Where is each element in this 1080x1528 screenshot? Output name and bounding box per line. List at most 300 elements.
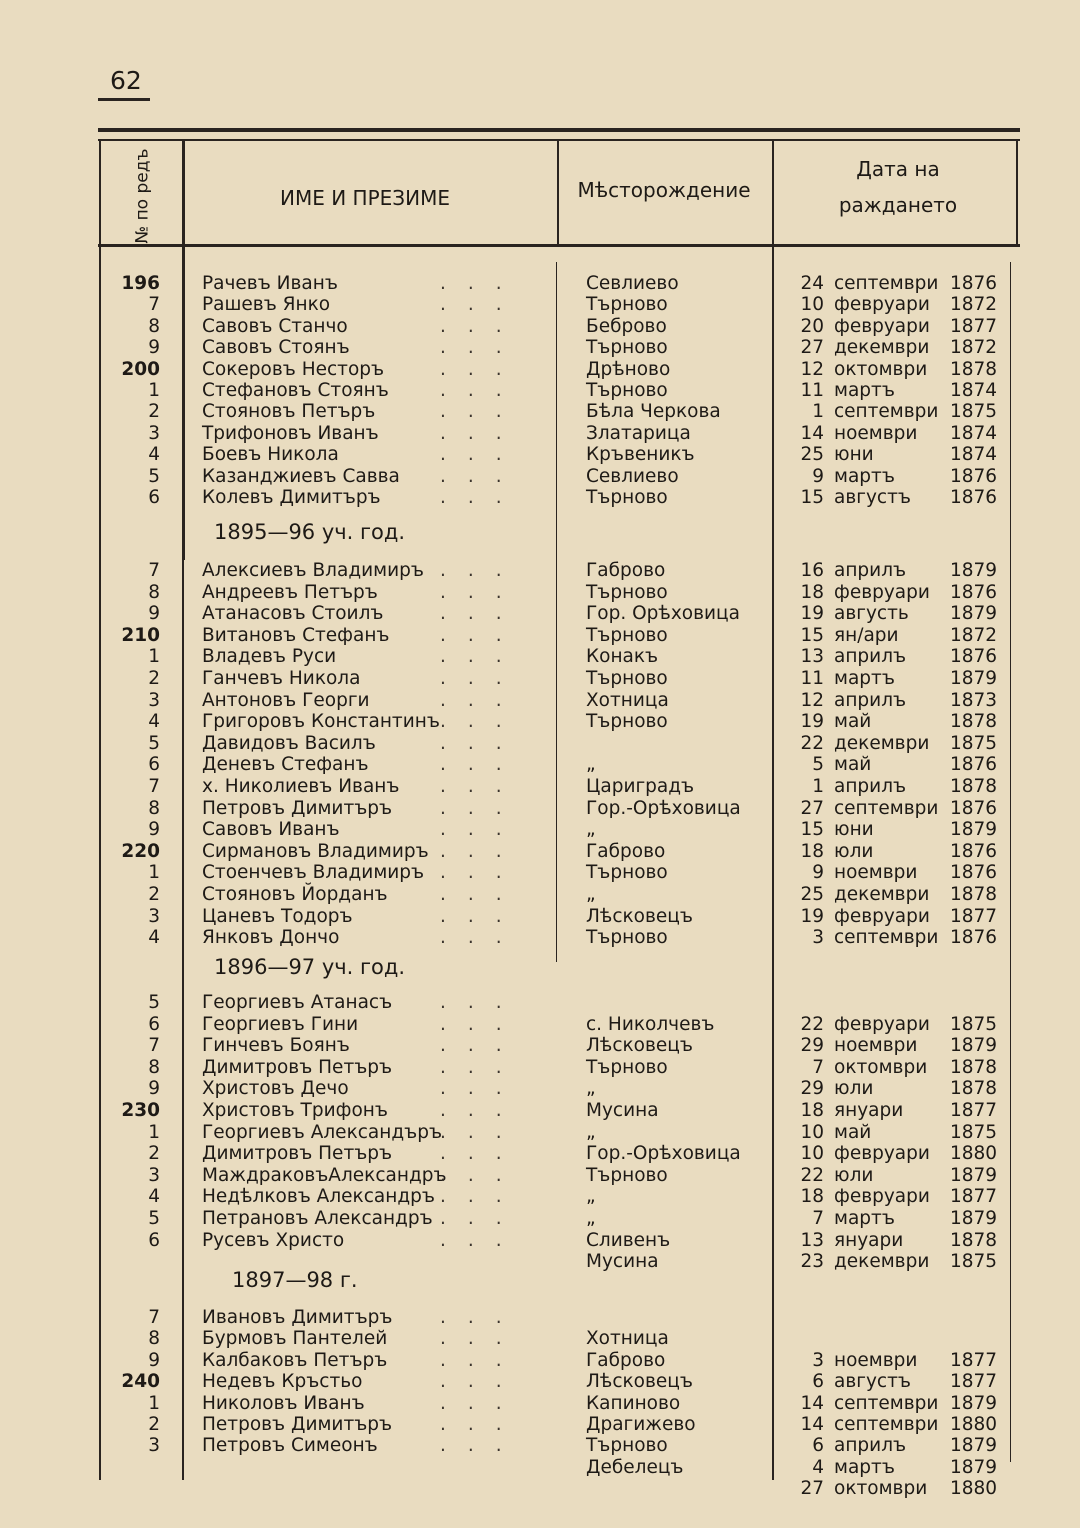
row-birth-year: 1874 — [950, 422, 998, 444]
row-place: Търново — [586, 862, 668, 884]
row-name: Димитровъ Петъръ — [202, 1143, 393, 1165]
row-place: Златарица — [586, 422, 691, 444]
row-place: Търново — [586, 487, 668, 508]
row-place: „ — [586, 884, 596, 905]
row-birth-month: май — [834, 754, 872, 776]
row-birth-day: 15 — [800, 624, 824, 646]
leader-dots: ... — [440, 487, 524, 508]
row-place: Бѣла Черкова — [586, 401, 721, 423]
row-name: Рашевъ Янко — [202, 294, 331, 316]
leader-dots: ... — [440, 1186, 524, 1208]
row-name: Георгиевъ Александъръ — [202, 1121, 443, 1143]
row-number: 6 — [148, 754, 160, 776]
table-row — [0, 884, 1080, 906]
row-place: Търново — [586, 668, 668, 689]
row-birth-year: 1880 — [950, 1478, 998, 1500]
row-number: 3 — [148, 422, 160, 444]
leader-dots: ... — [440, 732, 524, 754]
row-birth-day: 12 — [800, 689, 824, 711]
row-number: 1 — [148, 1392, 160, 1414]
row-birth-day: 19 — [800, 603, 824, 625]
row-name: х. Николиевъ Иванъ — [202, 776, 400, 797]
header-col-date-1: Дата на — [856, 157, 940, 181]
leader-dots: ... — [440, 1392, 524, 1414]
leader-dots: ... — [440, 668, 524, 689]
row-birth-year: 1877 — [950, 1371, 998, 1393]
row-birth-day: 10 — [800, 1121, 824, 1143]
row-birth-month: юли — [834, 1078, 874, 1100]
row-name: Ганчевъ Никола — [202, 668, 361, 689]
row-birth-day: 18 — [800, 1186, 824, 1208]
column-rule-right — [1016, 140, 1018, 246]
row-name: Петрановъ Александръ — [202, 1208, 433, 1229]
row-place: Търново — [586, 1056, 668, 1078]
table-row — [0, 1100, 1080, 1122]
row-birth-year: 1877 — [950, 1186, 998, 1208]
row-birth-month: октомври — [834, 1478, 928, 1500]
row-birth-day: 6 — [812, 1435, 824, 1457]
header-col-name: ИМЕ И ПРЕЗИМЕ — [280, 186, 450, 210]
table-row — [0, 1165, 1080, 1187]
leader-dots: ... — [440, 776, 524, 797]
table-row — [0, 1435, 1080, 1457]
row-name: Стояновъ Петъръ — [202, 401, 376, 423]
leader-dots: ... — [440, 1121, 524, 1143]
row-number: 8 — [148, 1328, 160, 1350]
row-birth-day: 12 — [800, 358, 824, 380]
row-birth-year: 1878 — [950, 1229, 998, 1251]
row-place: Търново — [586, 337, 668, 359]
leader-dots: ... — [440, 862, 524, 884]
row-birth-year: 1872 — [950, 624, 998, 646]
row-name: Христовъ Трифонъ — [202, 1100, 388, 1121]
row-birth-day: 25 — [800, 884, 824, 905]
row-birth-month: февруари — [834, 905, 930, 927]
row-birth-month: февруари — [834, 315, 930, 337]
row-number: 6 — [148, 1013, 160, 1035]
row-name: Андреевъ Петъръ — [202, 581, 378, 603]
row-birth-month: априлъ — [834, 646, 907, 668]
row-birth-month: ноември — [834, 862, 918, 884]
row-birth-year: 1872 — [950, 294, 998, 316]
row-birth-month: априлъ — [834, 560, 907, 581]
row-birth-year: 1876 — [950, 581, 998, 603]
row-number: 9 — [148, 1349, 160, 1371]
row-birth-day: 29 — [800, 1078, 824, 1100]
section-title-1897: 1897—98 г. — [232, 1268, 358, 1292]
row-birth-month: мартъ — [834, 1208, 895, 1229]
table-row — [0, 992, 1080, 1014]
row-birth-year: 1874 — [950, 380, 998, 401]
row-place: Търново — [586, 1435, 668, 1457]
row-birth-day: 4 — [812, 1456, 824, 1478]
row-number: 8 — [148, 581, 160, 603]
leader-dots: ... — [440, 422, 524, 444]
row-number: 3 — [148, 1435, 160, 1457]
row-name: Георгиевъ Гини — [202, 1013, 359, 1035]
row-place: Лѣсковецъ — [586, 1035, 693, 1057]
table-row — [0, 841, 1080, 863]
row-name: Витановъ Стефанъ — [202, 624, 390, 646]
header-col-place: Мѣсторождение — [577, 178, 751, 202]
row-number: 2 — [148, 1414, 160, 1435]
table-row — [0, 466, 1080, 488]
row-name: Георгиевъ Атанасъ — [202, 992, 393, 1013]
row-birth-year: 1879 — [950, 1035, 998, 1057]
row-number: 6 — [148, 487, 160, 508]
table-row — [0, 776, 1080, 798]
leader-dots: ... — [440, 711, 524, 733]
row-place: Севлиево — [586, 273, 679, 294]
table-row — [0, 1457, 1080, 1479]
row-birth-year: 1876 — [950, 754, 998, 776]
table-row — [0, 1393, 1080, 1415]
row-birth-year: 1876 — [950, 840, 998, 862]
row-name: Боевъ Никола — [202, 444, 339, 466]
row-birth-month: ноември — [834, 1349, 918, 1371]
row-place: Габрово — [586, 840, 666, 862]
table-top-rule-thin — [98, 139, 1020, 141]
row-number: 7 — [148, 294, 160, 316]
leader-dots: ... — [440, 560, 524, 581]
row-number: 8 — [148, 315, 160, 337]
row-birth-year: 1876 — [950, 797, 998, 819]
leader-dots: ... — [440, 380, 524, 401]
row-number: 8 — [148, 1056, 160, 1078]
row-name: Стоенчевъ Владимиръ — [202, 862, 425, 884]
leader-dots: ... — [440, 315, 524, 337]
row-birth-day: 7 — [812, 1208, 824, 1229]
table-row — [0, 380, 1080, 402]
row-birth-year: 1875 — [950, 1251, 998, 1273]
row-place: „ — [586, 1121, 596, 1143]
row-number: 6 — [148, 1229, 160, 1251]
row-birth-day: 19 — [800, 905, 824, 927]
row-name: Петровъ Симеонъ — [202, 1435, 378, 1457]
row-number: 3 — [148, 905, 160, 927]
row-birth-day: 1 — [812, 776, 824, 797]
table-row — [0, 359, 1080, 381]
row-birth-month: октомври — [834, 1056, 928, 1078]
row-birth-year: 1878 — [950, 884, 998, 905]
row-birth-day: 11 — [800, 668, 824, 689]
leader-dots: ... — [440, 358, 524, 380]
table-row — [0, 668, 1080, 690]
table-row — [0, 1057, 1080, 1079]
row-birth-day: 23 — [800, 1251, 824, 1273]
row-place: Гор.-Орѣховица — [586, 797, 741, 819]
row-birth-day: 13 — [800, 1229, 824, 1251]
row-birth-day: 19 — [800, 711, 824, 733]
table-row — [0, 1230, 1080, 1252]
row-name: Деневъ Стефанъ — [202, 754, 369, 776]
row-number: 8 — [148, 797, 160, 819]
row-birth-year: 1878 — [950, 776, 998, 797]
leader-dots: ... — [440, 1100, 524, 1121]
leader-dots: ... — [440, 465, 524, 487]
row-number: 220 — [121, 840, 160, 862]
row-place: Габрово — [586, 1349, 666, 1371]
row-birth-month: декември — [834, 337, 930, 359]
leader-dots: ... — [440, 1307, 524, 1328]
row-name: Гинчевъ Боянъ — [202, 1035, 350, 1057]
row-birth-month: декември — [834, 732, 930, 754]
row-birth-day: 27 — [800, 337, 824, 359]
leader-dots: ... — [440, 927, 524, 949]
row-name: МаждраковъАлександръ — [202, 1164, 447, 1186]
leader-dots: ... — [440, 1164, 524, 1186]
row-name: Рачевъ Иванъ — [202, 273, 338, 294]
row-name: Давидовъ Василъ — [202, 732, 376, 754]
row-place: Търново — [586, 581, 668, 603]
leader-dots: ... — [440, 1078, 524, 1100]
leader-dots: ... — [440, 754, 524, 776]
row-birth-day: 1 — [812, 401, 824, 423]
row-number: 9 — [148, 603, 160, 625]
row-birth-day: 14 — [800, 1414, 824, 1435]
row-name: Владевъ Руси — [202, 646, 337, 668]
row-place: Хотница — [586, 1328, 669, 1350]
row-birth-day: 3 — [812, 927, 824, 949]
row-birth-year: 1876 — [950, 487, 998, 508]
row-number: 7 — [148, 560, 160, 581]
table-row — [0, 1186, 1080, 1208]
row-name: Атанасовъ Стоилъ — [202, 603, 384, 625]
row-name: Савовъ Стоянъ — [202, 337, 350, 359]
leader-dots: ... — [440, 1371, 524, 1393]
row-birth-year: 1879 — [950, 819, 998, 841]
table-row — [0, 294, 1080, 316]
row-birth-day: 24 — [800, 273, 824, 294]
row-birth-year: 1875 — [950, 401, 998, 423]
row-birth-month: септември — [834, 1392, 939, 1414]
row-number: 3 — [148, 689, 160, 711]
row-birth-year: 1879 — [950, 560, 998, 581]
row-birth-month: октомври — [834, 358, 928, 380]
table-row — [0, 1143, 1080, 1165]
table-top-rule-thick — [98, 128, 1020, 132]
leader-dots: ... — [440, 1328, 524, 1350]
row-name: Савовъ Иванъ — [202, 819, 340, 841]
row-birth-year: 1878 — [950, 711, 998, 733]
row-name: Сокеровъ Несторъ — [202, 358, 385, 380]
row-birth-month: мартъ — [834, 380, 895, 401]
row-birth-month: августь — [834, 603, 909, 625]
row-number: 4 — [148, 927, 160, 949]
row-birth-month: ноември — [834, 1035, 918, 1057]
leader-dots: ... — [440, 1349, 524, 1371]
row-birth-day: 16 — [800, 560, 824, 581]
leader-dots: ... — [440, 797, 524, 819]
row-name: Русевъ Христо — [202, 1229, 345, 1251]
row-name: Казанджиевъ Савва — [202, 465, 400, 487]
row-birth-day: 13 — [800, 646, 824, 668]
row-birth-year: 1877 — [950, 315, 998, 337]
row-number: 2 — [148, 668, 160, 689]
leader-dots: ... — [440, 840, 524, 862]
table-row — [0, 401, 1080, 423]
row-place: Сливенъ — [586, 1229, 671, 1251]
row-birth-month: юни — [834, 444, 874, 466]
table-row — [0, 625, 1080, 647]
table-row — [0, 603, 1080, 625]
row-name: Стояновъ Йорданъ — [202, 884, 388, 905]
row-birth-month: февруари — [834, 581, 930, 603]
row-name: Христовъ Дечо — [202, 1078, 349, 1100]
row-place: „ — [586, 1186, 596, 1208]
row-birth-year: 1875 — [950, 1013, 998, 1035]
table-row — [0, 711, 1080, 733]
table-row — [0, 560, 1080, 582]
row-birth-month: февруари — [834, 1013, 930, 1035]
row-number: 4 — [148, 711, 160, 733]
table-row — [0, 906, 1080, 928]
row-birth-day: 3 — [812, 1349, 824, 1371]
row-birth-year: 1880 — [950, 1143, 998, 1165]
table-row — [0, 690, 1080, 712]
leader-dots: ... — [440, 1013, 524, 1035]
row-place: „ — [586, 819, 596, 841]
leader-dots: ... — [440, 581, 524, 603]
table-row — [0, 337, 1080, 359]
table-row — [0, 1014, 1080, 1036]
row-birth-year: 1876 — [950, 465, 998, 487]
row-name: Янковъ Дончо — [202, 927, 340, 949]
row-birth-year: 1876 — [950, 862, 998, 884]
row-place: Търново — [586, 294, 668, 316]
row-name: Бурмовъ Пантелей — [202, 1328, 388, 1350]
leader-dots: ... — [440, 1435, 524, 1457]
row-birth-day: 18 — [800, 840, 824, 862]
row-number: 1 — [148, 862, 160, 884]
row-place: Конакъ — [586, 646, 659, 668]
leader-dots: ... — [440, 294, 524, 316]
row-birth-day: 15 — [800, 487, 824, 508]
table-row — [0, 582, 1080, 604]
row-birth-year: 1872 — [950, 337, 998, 359]
row-birth-year: 1878 — [950, 1078, 998, 1100]
row-birth-month: февруари — [834, 294, 930, 316]
row-name: Недевъ Кръстьо — [202, 1371, 363, 1393]
row-place: Драгижево — [586, 1414, 696, 1435]
leader-dots: ... — [440, 884, 524, 905]
row-birth-year: 1879 — [950, 1392, 998, 1414]
row-birth-month: августъ — [834, 1371, 911, 1393]
leader-dots: ... — [440, 337, 524, 359]
row-birth-year: 1875 — [950, 732, 998, 754]
leader-dots: ... — [440, 819, 524, 841]
table-row — [0, 273, 1080, 295]
table-row — [0, 423, 1080, 445]
row-number: 4 — [148, 444, 160, 466]
row-birth-day: 9 — [812, 465, 824, 487]
row-birth-month: май — [834, 1121, 872, 1143]
leader-dots: ... — [440, 1035, 524, 1057]
row-birth-year: 1879 — [950, 1164, 998, 1186]
row-birth-month: юли — [834, 1164, 874, 1186]
table-row — [0, 444, 1080, 466]
row-birth-year: 1875 — [950, 1121, 998, 1143]
row-birth-day: 14 — [800, 1392, 824, 1414]
row-birth-day: 22 — [800, 1164, 824, 1186]
leader-dots: ... — [440, 905, 524, 927]
row-number: 4 — [148, 1186, 160, 1208]
row-name: Петровъ Димитъръ — [202, 1414, 393, 1435]
row-birth-year: 1879 — [950, 1456, 998, 1478]
table-row — [0, 1208, 1080, 1230]
row-number: 5 — [148, 1208, 160, 1229]
row-place: Беброво — [586, 315, 667, 337]
row-place: Лѣсковецъ — [586, 905, 693, 927]
header-col-date-2: раждането — [838, 193, 958, 217]
row-place: „ — [586, 1078, 596, 1100]
row-birth-month: септември — [834, 927, 939, 949]
table-row — [0, 1078, 1080, 1100]
row-birth-day: 25 — [800, 444, 824, 466]
row-birth-month: юли — [834, 840, 874, 862]
table-row — [0, 646, 1080, 668]
table-row — [0, 1328, 1080, 1350]
leader-dots: ... — [440, 1143, 524, 1165]
row-birth-year: 1873 — [950, 689, 998, 711]
row-birth-day: 9 — [812, 862, 824, 884]
row-number: 200 — [121, 358, 160, 380]
row-birth-month: ноември — [834, 422, 918, 444]
row-place: Търново — [586, 927, 668, 949]
row-place: Габрово — [586, 560, 666, 581]
row-birth-month: септември — [834, 273, 939, 294]
table-row — [0, 1122, 1080, 1144]
row-number: 2 — [148, 1143, 160, 1165]
row-place: „ — [586, 1208, 596, 1229]
table-row — [0, 798, 1080, 820]
leader-dots: ... — [440, 1229, 524, 1251]
row-birth-day: 11 — [800, 380, 824, 401]
page-number: 62 — [110, 66, 142, 95]
row-number: 1 — [148, 380, 160, 401]
row-birth-month: декември — [834, 1251, 930, 1273]
row-birth-day: 22 — [800, 1013, 824, 1035]
section-title-1896: 1896—97 уч. год. — [214, 955, 406, 979]
header-col-no: № по редъ — [133, 148, 153, 244]
row-place: Дрѣново — [586, 358, 671, 380]
row-name: Григоровъ Константинъ — [202, 711, 440, 733]
row-number: 2 — [148, 401, 160, 423]
leader-dots: ... — [440, 992, 524, 1013]
row-birth-year: 1877 — [950, 1349, 998, 1371]
row-name: Николовъ Иванъ — [202, 1392, 365, 1414]
row-number: 9 — [148, 1078, 160, 1100]
row-birth-day: 18 — [800, 1100, 824, 1121]
row-birth-month: ян/ари — [834, 624, 899, 646]
table-row — [0, 487, 1080, 509]
leader-dots: ... — [440, 646, 524, 668]
row-birth-month: юни — [834, 819, 874, 841]
row-name: Димитровъ Петъръ — [202, 1056, 393, 1078]
row-birth-month: августъ — [834, 487, 911, 508]
row-birth-month: мартъ — [834, 668, 895, 689]
row-name: Петровъ Димитъръ — [202, 797, 393, 819]
row-number: 7 — [148, 776, 160, 797]
row-birth-year: 1876 — [950, 646, 998, 668]
row-birth-day: 22 — [800, 732, 824, 754]
row-number: 240 — [121, 1371, 160, 1393]
row-number: 7 — [148, 1307, 160, 1328]
row-birth-day: 5 — [812, 754, 824, 776]
row-number: 1 — [148, 646, 160, 668]
row-place: Кръвеникъ — [586, 444, 695, 466]
row-number: 2 — [148, 884, 160, 905]
